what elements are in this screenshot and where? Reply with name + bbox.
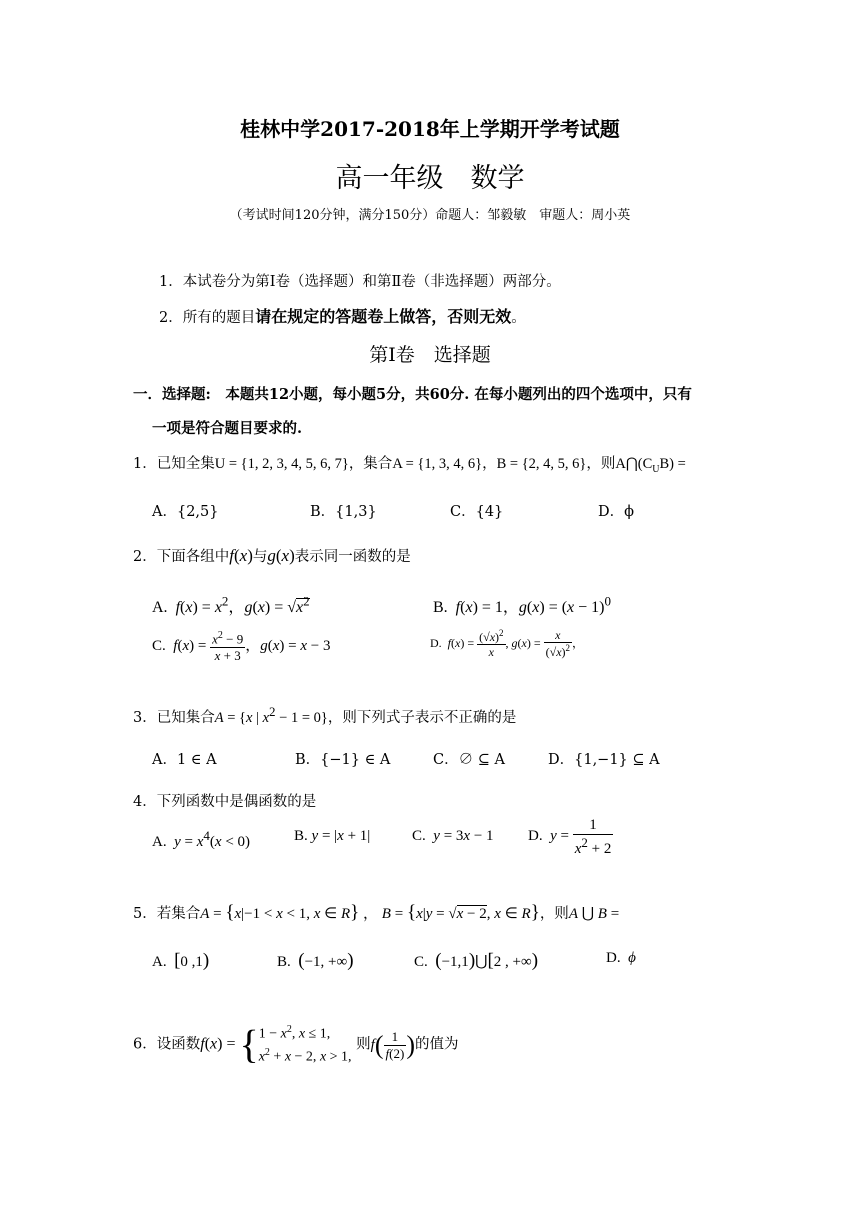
section-title: 第Ⅰ卷 选择题 bbox=[369, 344, 491, 366]
q1-set-b: B = {2, 4, 5, 6} bbox=[496, 456, 587, 472]
q1-text-a: ，集合 bbox=[348, 456, 393, 472]
q3-option-c: C．∅ ⊆ A bbox=[433, 752, 505, 768]
q2-label: 2．下面各组中 bbox=[133, 549, 230, 565]
question-5-stem: 5．若集合A = {x|−1 < x < 1, x ∈ R} ， B = {x|y = √x − 2, x ∈ R}，则A ⋃ B = bbox=[133, 902, 620, 923]
q5-label: 5．若集合 bbox=[133, 906, 201, 922]
q3-option-a: A．1 ∈ A bbox=[152, 752, 217, 768]
q6-tail: 的值为 bbox=[414, 1036, 459, 1053]
q1-option-b: B．{1,3} bbox=[310, 504, 377, 520]
q5-then: ，则 bbox=[539, 906, 569, 922]
note-2-prefix: 2．所有的题目 bbox=[159, 310, 256, 326]
q1-option-a: A．{2,5} bbox=[152, 504, 219, 520]
q6-then: 则 bbox=[356, 1036, 371, 1053]
q1-subscript: U bbox=[652, 463, 660, 475]
q4-option-c: C. y = 3x − 1 bbox=[412, 828, 494, 844]
exam-subtitle: 高一年级 数学 bbox=[335, 163, 525, 194]
note-2-end: 。 bbox=[511, 310, 526, 326]
q4-option-b: B. y = |x + 1| bbox=[294, 828, 371, 844]
q2-and: 与 bbox=[252, 549, 268, 565]
q3-label: 3．已知集合 bbox=[133, 709, 215, 726]
q2-option-a: A. $f(x) = x^2$，$g(x) = √x^2$ bbox=[152, 594, 310, 617]
q4-option-a: A. $y = x^4(x < 0)$ bbox=[152, 828, 251, 850]
question-3-stem: 3．已知集合A = {x | $x^2 - 1 = 0$}，则下列式子表示不正确的是 bbox=[133, 704, 517, 726]
question-2-stem: 2．下面各组中f(x)与g(x)表示同一函数的是 bbox=[133, 546, 411, 565]
question-6-stem: 6．设函数f(x) = { $1 - x^2$, x ≤ 1, $x^2 + x - 2$, x > 1, 则f( $\frac{1}{f(2)}$ )的值为 bbox=[133, 1021, 459, 1067]
q1-option-d: D．ϕ bbox=[598, 504, 635, 520]
q1-text-b: ， bbox=[482, 456, 497, 472]
q1-option-c: C．{4} bbox=[450, 504, 504, 520]
q6-label: 6．设函数 bbox=[133, 1036, 201, 1053]
q3-tail: ，则下列式子表示不正确的是 bbox=[327, 709, 517, 726]
q5-option-b: B. (−1, +∞) bbox=[277, 950, 354, 971]
part1-heading-line1: 一．选择题: 本题共12小题，每小题5分，共60分. 在每小题列出的四个选项中，只有 bbox=[133, 386, 692, 403]
q1-set-a: A = {1, 3, 4, 6} bbox=[392, 456, 483, 472]
question-4-stem: 4．下列函数中是偶函数的是 bbox=[133, 794, 317, 810]
q2-option-c: C. f(x) = $\frac{x^2 - 9}{x + 3}$ ，g(x) = x − 3 bbox=[152, 630, 331, 663]
note-1: 1．本试卷分为第Ⅰ卷（选择题）和第Ⅱ卷（非选择题）两部分。 bbox=[159, 274, 561, 290]
part1-heading-line2: 一项是符合题目要求的. bbox=[152, 420, 303, 437]
q2-option-d: D. f(x) = $\frac{(√x)^2}{x}$ , g(x) = $\frac{x}{(√x)^2}$ ， bbox=[430, 628, 585, 660]
q1-expression: A⋂(C bbox=[615, 456, 653, 472]
q1-universal-set: U = {1, 2, 3, 4, 5, 6, 7} bbox=[214, 456, 349, 472]
note-2 bbox=[159, 304, 526, 327]
q5-option-a: A. [0 ,1) bbox=[152, 950, 210, 971]
q3-option-b: B．{−1} ∈ A bbox=[295, 752, 391, 768]
q6-brace: { bbox=[239, 1021, 259, 1067]
q2-tail: 表示同一函数的是 bbox=[294, 549, 411, 565]
q3-option-d: D．{1,−1} ⊆ A bbox=[548, 752, 660, 768]
q2-option-b: B. f(x) = 1，$g(x) = (x - 1)^0$ bbox=[433, 594, 612, 617]
exam-title: 桂林中学2017-2018年上学期开学考试题 bbox=[240, 117, 620, 141]
q1-label: 1．已知全集 bbox=[133, 456, 215, 472]
note-2-emphasis: 请在规定的答题卷上做答，否则无效 bbox=[255, 307, 512, 326]
q5-option-c: C. (−1,1)⋃[2 , +∞) bbox=[414, 950, 539, 971]
exam-meta: （考试时间120分钟，满分150分）命题人：邹毅敏 审题人：周小英 bbox=[229, 208, 631, 223]
q1-text-c: ，则 bbox=[586, 456, 616, 472]
q4-option-d: D. y = $\frac{1}{x^2 + 2}$ bbox=[528, 817, 612, 857]
q1-expression-tail: B) = bbox=[659, 456, 686, 472]
question-1-stem bbox=[133, 452, 686, 475]
q5-option-d: D. ϕ bbox=[606, 950, 636, 966]
